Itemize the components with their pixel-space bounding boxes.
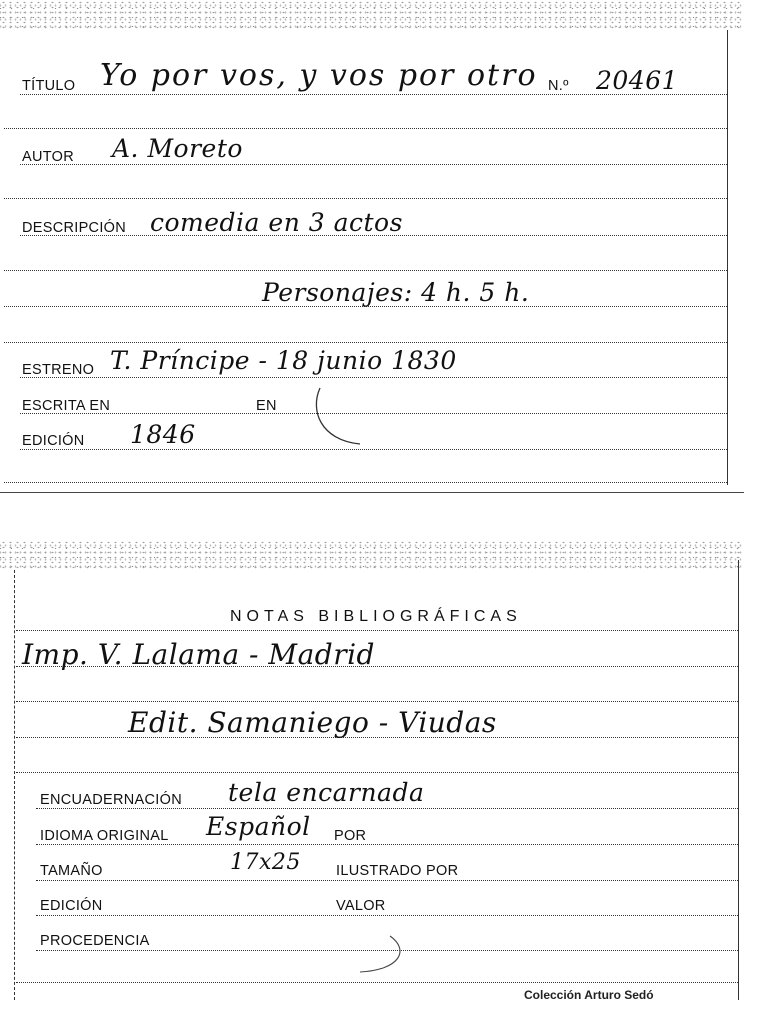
rule-encuadernacion [36,808,738,809]
encuadernacion-label: ENCUADERNACIÓN [40,792,182,808]
edicion-label: EDICIÓN [22,433,85,449]
rule [4,128,727,129]
rule [16,701,738,702]
pencil-mark [340,930,420,980]
numero-label: N.º [548,78,569,94]
idioma-label: IDIOMA ORIGINAL [40,828,169,844]
titulo-value: Yo por vos, y vos por otro [100,58,538,93]
por-label: POR [334,828,367,844]
tamano-label: TAMAÑO [40,863,103,879]
encuadernacion-value: tela encarnada [228,778,425,807]
card-left-border [14,570,15,1000]
rule-edicion [36,915,738,916]
rule [4,270,727,271]
numero-value: 20461 [596,66,679,95]
idioma-value: Español [206,812,311,841]
coleccion-footer: Colección Arturo Sedó [524,988,654,1002]
rule [4,342,727,343]
rule [16,772,738,773]
edicion-value: 1846 [130,420,196,449]
card-edge-texture [0,540,744,570]
rule-idioma [36,844,738,845]
autor-label: AUTOR [22,149,74,165]
notas-line-2: Edit. Samaniego - Viudas [128,706,497,739]
estreno-label: ESTRENO [22,362,95,378]
estreno-value: T. Príncipe - 18 junio 1830 [110,346,457,375]
procedencia-label: PROCEDENCIA [40,933,150,949]
rule [4,198,727,199]
notas-heading: NOTAS BIBLIOGRÁFICAS [230,608,522,625]
card-right-border [738,560,739,1000]
rule-heading [16,630,738,631]
titulo-label: TÍTULO [22,78,76,94]
personajes-value: Personajes: 4 h. 5 h. [262,278,530,307]
card-edge-texture [0,0,744,30]
descripcion-label: DESCRIPCIÓN [22,220,127,236]
descripcion-value: comedia en 3 actos [150,208,403,237]
pencil-mark [300,380,390,460]
ilustrado-label: ILUSTRADO POR [336,863,459,879]
rule [4,482,727,483]
rule [16,982,738,983]
rule-tamano [36,880,738,881]
card-right-border [727,30,728,485]
tamano-value: 17x25 [230,850,301,875]
rule-autor [20,164,727,165]
notas-line-1: Imp. V. Lalama - Madrid [22,638,375,671]
en-label: EN [256,398,277,414]
valor-label: VALOR [336,898,386,914]
edicion2-label: EDICIÓN [40,898,103,914]
rule-estreno [20,377,727,378]
catalog-card-top [0,0,744,493]
autor-value: A. Moreto [112,134,243,163]
escrita-label: ESCRITA EN [22,398,111,414]
